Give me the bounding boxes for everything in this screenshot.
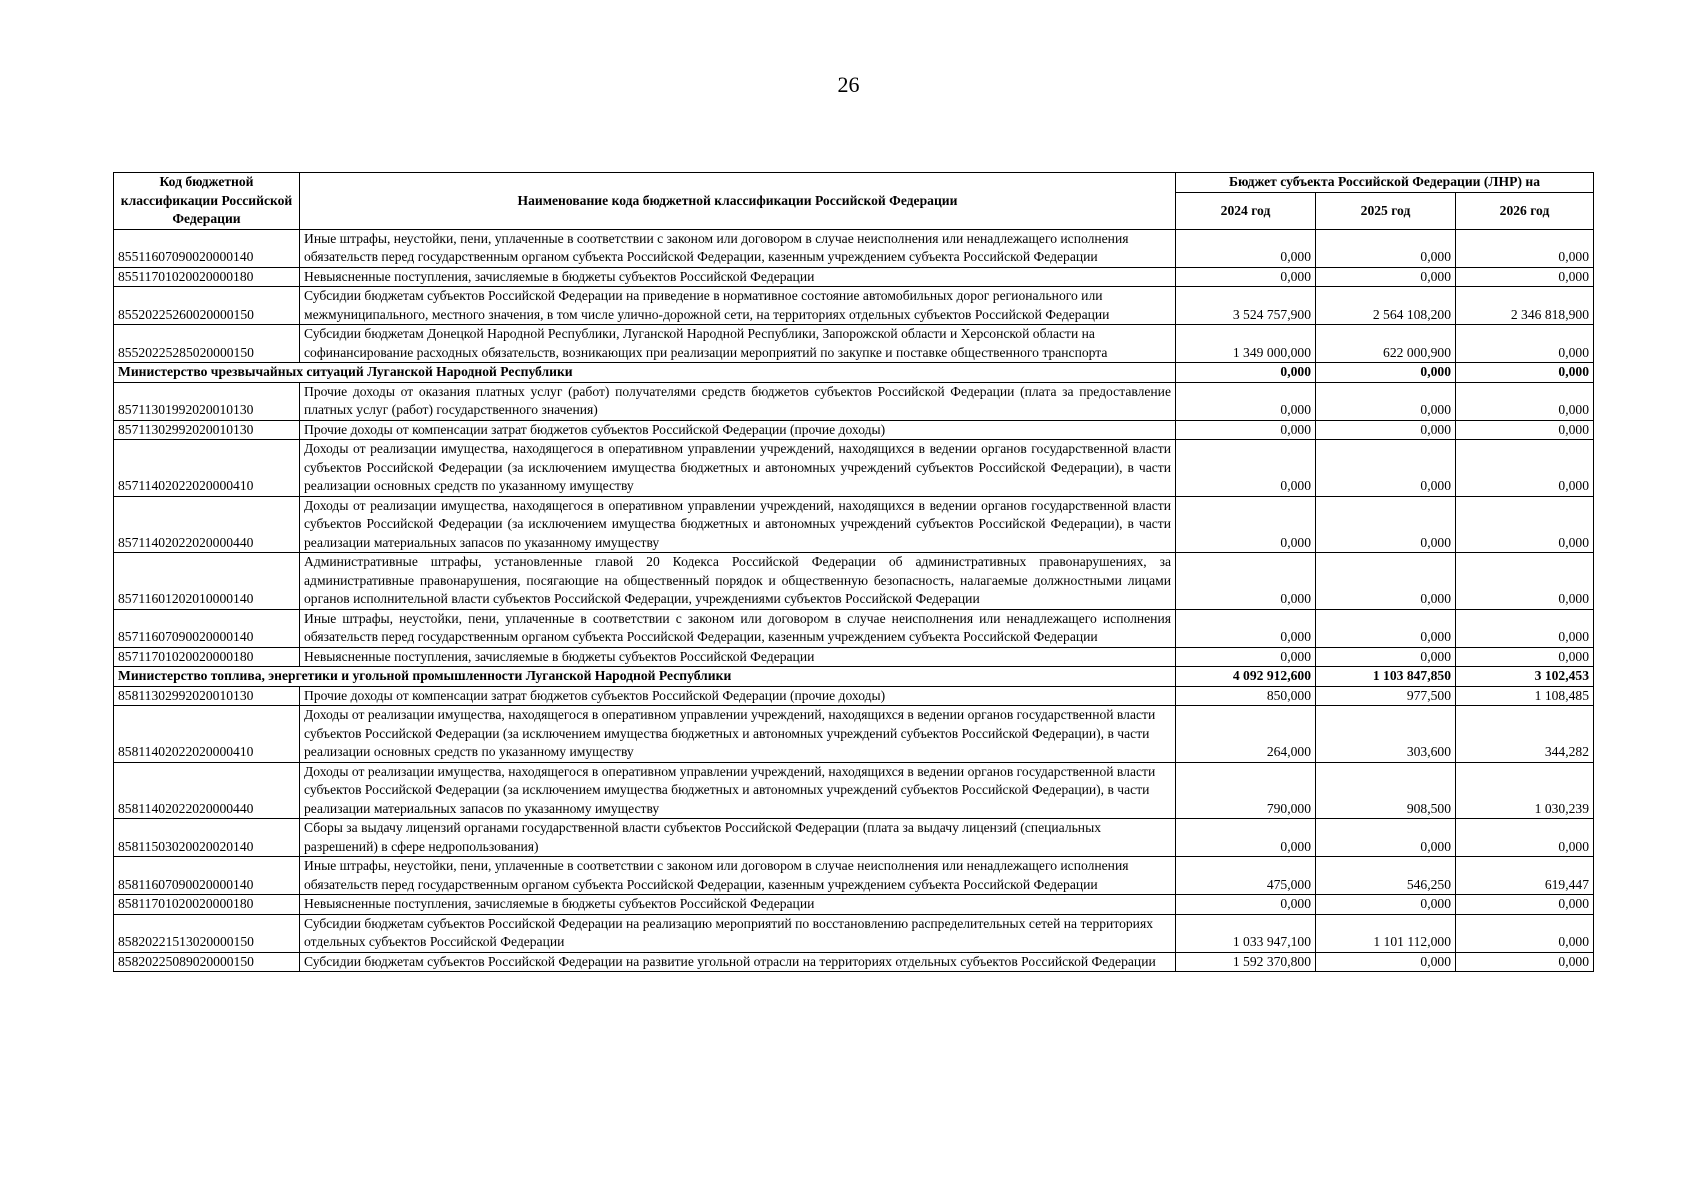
row-value-2024: 1 349 000,000 bbox=[1176, 325, 1316, 363]
table-row bbox=[114, 229, 1594, 267]
table-row bbox=[114, 496, 1594, 553]
row-name: Сборы за выдачу лицензий органами государственной власти субъектов Российской Федерации (плата за выдачу лицензий (специальных разрешений) в сфере недропользования) bbox=[300, 819, 1176, 857]
row-value-2026: 0,000 bbox=[1456, 914, 1594, 952]
header-2025: 2025 год bbox=[1316, 193, 1456, 229]
row-value-2026: 2 346 818,900 bbox=[1456, 287, 1594, 325]
table-row bbox=[114, 706, 1594, 763]
row-value-2024: 4 092 912,600 bbox=[1176, 667, 1316, 687]
row-value-2024: 475,000 bbox=[1176, 857, 1316, 895]
row-code: 85520225260020000150 bbox=[114, 287, 300, 325]
table-row bbox=[114, 686, 1594, 706]
row-value-2025: 1 101 112,000 bbox=[1316, 914, 1456, 952]
table-row bbox=[114, 382, 1594, 420]
page-number: 26 bbox=[837, 72, 860, 97]
row-value-2025: 0,000 bbox=[1316, 382, 1456, 420]
row-value-2026: 0,000 bbox=[1456, 382, 1594, 420]
section-name: Министерство чрезвычайных ситуаций Луганской Народной Республики bbox=[114, 363, 1176, 383]
row-value-2025: 0,000 bbox=[1316, 440, 1456, 497]
row-name: Иные штрафы, неустойки, пени, уплаченные в соответствии с законом или договором в случае неисполнения или ненадлежащего исполнения обязательств перед государственным органом субъекта Российской Федерации, казенным учреждением субъекта Российской Федерации bbox=[300, 857, 1176, 895]
table-row bbox=[114, 914, 1594, 952]
row-value-2025: 0,000 bbox=[1316, 553, 1456, 610]
row-value-2024: 0,000 bbox=[1176, 819, 1316, 857]
table-row bbox=[114, 325, 1594, 363]
row-name: Субсидии бюджетам субъектов Российской Федерации на развитие угольной отрасли на территориях отдельных субъектов Российской Федерации bbox=[300, 952, 1176, 972]
row-code: 85711607090020000140 bbox=[114, 609, 300, 647]
row-value-2026: 619,447 bbox=[1456, 857, 1594, 895]
row-code: 85811302992020010130 bbox=[114, 686, 300, 706]
row-value-2026: 0,000 bbox=[1456, 267, 1594, 287]
row-value-2026: 0,000 bbox=[1456, 363, 1594, 383]
row-value-2024: 0,000 bbox=[1176, 267, 1316, 287]
table-row bbox=[114, 609, 1594, 647]
table-row bbox=[114, 952, 1594, 972]
row-name: Прочие доходы от компенсации затрат бюджетов субъектов Российской Федерации (прочие доходы) bbox=[300, 686, 1176, 706]
row-code: 85811503020020020140 bbox=[114, 819, 300, 857]
row-value-2026: 0,000 bbox=[1456, 440, 1594, 497]
table-row bbox=[114, 819, 1594, 857]
row-value-2026: 0,000 bbox=[1456, 952, 1594, 972]
row-name: Невыясненные поступления, зачисляемые в бюджеты субъектов Российской Федерации bbox=[300, 895, 1176, 915]
row-value-2024: 1 033 947,100 bbox=[1176, 914, 1316, 952]
header-2026: 2026 год bbox=[1456, 193, 1594, 229]
row-value-2024: 0,000 bbox=[1176, 440, 1316, 497]
section-row bbox=[114, 667, 1594, 687]
row-name: Доходы от реализации имущества, находящегося в оперативном управлении учреждений, находящихся в ведении органов государственной власти субъектов Российской Федерации (за исключением имущества бюджетных и автономных учреждений субъектов Российской Федерации), в части реализации материальных запасов по указанному имуществу bbox=[300, 496, 1176, 553]
row-code: 85711301992020010130 bbox=[114, 382, 300, 420]
row-name: Субсидии бюджетам Донецкой Народной Республики, Луганской Народной Республики, Запорожской области и Херсонской области на софинансирование расходных обязательств, возникающих при реализации мероприятий по закупке и поставке общественного транспорта bbox=[300, 325, 1176, 363]
row-value-2025: 0,000 bbox=[1316, 229, 1456, 267]
row-value-2026: 1 108,485 bbox=[1456, 686, 1594, 706]
row-code: 85711402022020000410 bbox=[114, 440, 300, 497]
row-value-2026: 344,282 bbox=[1456, 706, 1594, 763]
row-value-2024: 790,000 bbox=[1176, 762, 1316, 819]
row-value-2024: 0,000 bbox=[1176, 553, 1316, 610]
table-row bbox=[114, 895, 1594, 915]
row-value-2025: 0,000 bbox=[1316, 267, 1456, 287]
row-value-2025: 546,250 bbox=[1316, 857, 1456, 895]
row-value-2025: 0,000 bbox=[1316, 363, 1456, 383]
row-value-2025: 0,000 bbox=[1316, 819, 1456, 857]
row-value-2025: 2 564 108,200 bbox=[1316, 287, 1456, 325]
row-value-2025: 0,000 bbox=[1316, 496, 1456, 553]
table-row bbox=[114, 857, 1594, 895]
table-row bbox=[114, 267, 1594, 287]
row-name: Доходы от реализации имущества, находящегося в оперативном управлении учреждений, находящихся в ведении органов государственной власти субъектов Российской Федерации (за исключением имущества бюджетных и автономных учреждений субъектов Российской Федерации), в части реализации материальных запасов по указанному имуществу bbox=[300, 762, 1176, 819]
row-value-2026: 0,000 bbox=[1456, 420, 1594, 440]
row-value-2026: 1 030,239 bbox=[1456, 762, 1594, 819]
header-2024: 2024 год bbox=[1176, 193, 1316, 229]
row-value-2026: 3 102,453 bbox=[1456, 667, 1594, 687]
row-value-2025: 977,500 bbox=[1316, 686, 1456, 706]
row-value-2024: 0,000 bbox=[1176, 647, 1316, 667]
row-name: Прочие доходы от оказания платных услуг (работ) получателями средств бюджетов субъектов Российской Федерации (плата за предоставление платных услуг (работ) государственного значения) bbox=[300, 382, 1176, 420]
row-value-2025: 303,600 bbox=[1316, 706, 1456, 763]
row-value-2026: 0,000 bbox=[1456, 496, 1594, 553]
row-name: Иные штрафы, неустойки, пени, уплаченные в соответствии с законом или договором в случае неисполнения или ненадлежащего исполнения обязательств перед государственным органом субъекта Российской Федерации, казенным учреждением субъекта Российской Федерации bbox=[300, 609, 1176, 647]
row-code: 85711402022020000440 bbox=[114, 496, 300, 553]
row-name: Административные штрафы, установленные главой 20 Кодекса Российской Федерации об административных правонарушениях, за административные правонарушения, посягающие на общественный порядок и общественную безопасность, налагаемые должностными лицами органов исполнительной власти субъектов Российской Федерации, учреждениями субъектов Российской Федерации bbox=[300, 553, 1176, 610]
row-value-2024: 1 592 370,800 bbox=[1176, 952, 1316, 972]
row-value-2024: 0,000 bbox=[1176, 382, 1316, 420]
table-row bbox=[114, 287, 1594, 325]
row-value-2024: 0,000 bbox=[1176, 895, 1316, 915]
row-name: Доходы от реализации имущества, находящегося в оперативном управлении учреждений, находящихся в ведении органов государственной власти субъектов Российской Федерации (за исключением имущества бюджетных и автономных учреждений субъектов Российской Федерации), в части реализации основных средств по указанному имуществу bbox=[300, 706, 1176, 763]
row-code: 85811402022020000410 bbox=[114, 706, 300, 763]
row-name: Невыясненные поступления, зачисляемые в бюджеты субъектов Российской Федерации bbox=[300, 647, 1176, 667]
header-code: Код бюджетной классификации Российской Федерации bbox=[114, 173, 300, 230]
row-value-2025: 0,000 bbox=[1316, 647, 1456, 667]
row-value-2025: 0,000 bbox=[1316, 895, 1456, 915]
row-value-2024: 0,000 bbox=[1176, 496, 1316, 553]
row-code: 85711701020020000180 bbox=[114, 647, 300, 667]
row-name: Доходы от реализации имущества, находящегося в оперативном управлении учреждений, находящихся в ведении органов государственной власти субъектов Российской Федерации (за исключением имущества бюджетных и автономных учреждений субъектов Российской Федерации), в части реализации основных средств по указанному имуществу bbox=[300, 440, 1176, 497]
row-value-2025: 622 000,900 bbox=[1316, 325, 1456, 363]
row-value-2025: 0,000 bbox=[1316, 609, 1456, 647]
row-name: Иные штрафы, неустойки, пени, уплаченные в соответствии с законом или договором в случае неисполнения или ненадлежащего исполнения обязательств перед государственным органом субъекта Российской Федерации, казенным учреждением субъекта Российской Федерации bbox=[300, 229, 1176, 267]
table-row bbox=[114, 440, 1594, 497]
row-code: 85820221513020000150 bbox=[114, 914, 300, 952]
row-value-2026: 0,000 bbox=[1456, 819, 1594, 857]
row-code: 85811701020020000180 bbox=[114, 895, 300, 915]
table-row bbox=[114, 762, 1594, 819]
row-value-2024: 0,000 bbox=[1176, 229, 1316, 267]
row-code: 85511701020020000180 bbox=[114, 267, 300, 287]
row-code: 85811607090020000140 bbox=[114, 857, 300, 895]
row-value-2026: 0,000 bbox=[1456, 895, 1594, 915]
row-code: 85711302992020010130 bbox=[114, 420, 300, 440]
section-row bbox=[114, 363, 1594, 383]
row-name: Субсидии бюджетам субъектов Российской Федерации на реализацию мероприятий по восстановлению распределительных сетей на территориях отдельных субъектов Российской Федерации bbox=[300, 914, 1176, 952]
row-code: 85820225089020000150 bbox=[114, 952, 300, 972]
row-value-2026: 0,000 bbox=[1456, 647, 1594, 667]
row-name: Субсидии бюджетам субъектов Российской Федерации на приведение в нормативное состояние автомобильных дорог регионального или межмуниципального, местного значения, в том числе улично-дорожной сети, на территориях отдельных субъектов Российской Федерации bbox=[300, 287, 1176, 325]
table-body bbox=[114, 229, 1594, 972]
row-value-2024: 850,000 bbox=[1176, 686, 1316, 706]
table-row bbox=[114, 647, 1594, 667]
table-header bbox=[114, 173, 1594, 230]
header-budget-group: Бюджет субъекта Российской Федерации (ЛНР) на bbox=[1176, 173, 1594, 193]
header-name: Наименование кода бюджетной классификации Российской Федерации bbox=[300, 173, 1176, 230]
row-value-2024: 264,000 bbox=[1176, 706, 1316, 763]
row-value-2026: 0,000 bbox=[1456, 229, 1594, 267]
row-value-2024: 0,000 bbox=[1176, 609, 1316, 647]
row-value-2026: 0,000 bbox=[1456, 325, 1594, 363]
row-value-2026: 0,000 bbox=[1456, 609, 1594, 647]
row-code: 85811402022020000440 bbox=[114, 762, 300, 819]
row-value-2024: 0,000 bbox=[1176, 363, 1316, 383]
table-row bbox=[114, 420, 1594, 440]
row-value-2025: 0,000 bbox=[1316, 952, 1456, 972]
table-row bbox=[114, 553, 1594, 610]
budget-table bbox=[113, 172, 1594, 972]
section-name: Министерство топлива, энергетики и угольной промышленности Луганской Народной Республики bbox=[114, 667, 1176, 687]
row-value-2024: 0,000 bbox=[1176, 420, 1316, 440]
row-value-2025: 1 103 847,850 bbox=[1316, 667, 1456, 687]
row-code: 85511607090020000140 bbox=[114, 229, 300, 267]
row-code: 85520225285020000150 bbox=[114, 325, 300, 363]
row-code: 85711601202010000140 bbox=[114, 553, 300, 610]
row-name: Невыясненные поступления, зачисляемые в бюджеты субъектов Российской Федерации bbox=[300, 267, 1176, 287]
row-value-2026: 0,000 bbox=[1456, 553, 1594, 610]
row-value-2025: 908,500 bbox=[1316, 762, 1456, 819]
row-value-2024: 3 524 757,900 bbox=[1176, 287, 1316, 325]
row-value-2025: 0,000 bbox=[1316, 420, 1456, 440]
row-name: Прочие доходы от компенсации затрат бюджетов субъектов Российской Федерации (прочие доходы) bbox=[300, 420, 1176, 440]
